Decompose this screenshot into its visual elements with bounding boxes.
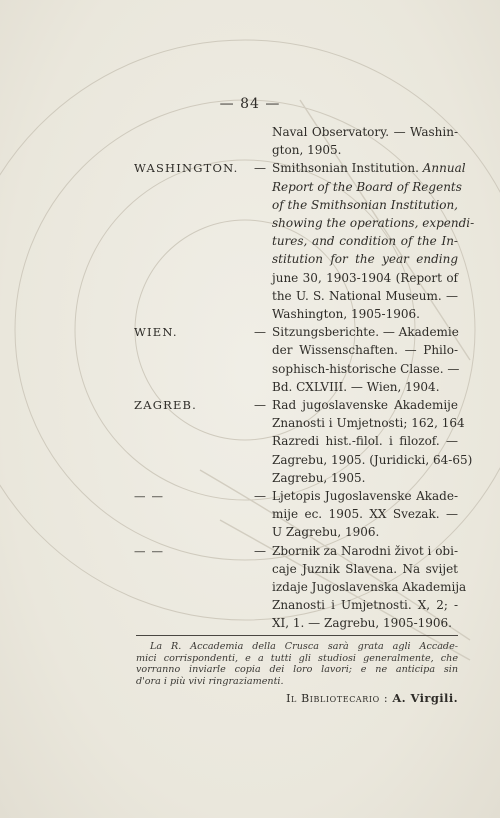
entry-line: der Wissenschaften. — Philo- (272, 343, 458, 358)
entry-line: gton, 1905. (272, 143, 342, 158)
entry-line: Washington, 1905-1906. (272, 307, 420, 322)
entry-line: stitution for the year ending (272, 252, 458, 267)
entry-description (272, 396, 473, 487)
entry-line: Razredi hist.-filol. i filozof. — (272, 434, 458, 449)
footnote-line: mici corrispondenti, e a tutti gli studiosi generalmente, che (136, 652, 458, 664)
entry-line: caje Juznik Slavena. Na svijet (272, 561, 458, 576)
entry-line: june 30, 1903-1904 (Report of (272, 270, 458, 285)
entry-line: showing the operations, expendi- (272, 216, 475, 230)
entry-description (272, 487, 458, 542)
entry-city: ZAGREB. (134, 398, 198, 412)
entry-city: WASHINGTON. (134, 161, 239, 176)
entry-line: of the Smithsonian Institution, (272, 197, 458, 212)
entry-description (272, 159, 475, 323)
entry-description (272, 123, 458, 159)
footnote (136, 641, 458, 687)
entry-line: XI, 1. — Zagrebu, 1905-1906. (272, 616, 452, 631)
entry-line: U Zagrebu, 1906. (272, 525, 380, 540)
italic-word: Annual (422, 161, 466, 176)
entry-line: Sitzungsberichte. — Akademie (272, 325, 459, 340)
entry-dash: — (254, 398, 266, 412)
footnote-line: vorranno inviarle copia dei loro lavori; e ne anticipa sin (136, 664, 458, 676)
entry-line: Bd. CXLVIII. — Wien, 1904. (272, 379, 440, 394)
entry-description (272, 542, 467, 633)
entry-line: Zbornik za Narodni život i obi- (272, 543, 458, 558)
entry-line: Zagrebu, 1905. (272, 470, 366, 485)
entry-city: WIEN. (134, 325, 178, 340)
entry-line: Naval Observatory. — Washin- (272, 125, 458, 139)
entry-line: tures, and condition of the In- (272, 234, 458, 249)
entry-line: Ljetopis Jugoslavenske Akade- (272, 489, 458, 503)
footnote-line: d'ora i più vivi ringraziamenti. (136, 675, 284, 687)
entry-line: the U. S. National Museum. — (272, 288, 458, 303)
entry-dash: — (254, 543, 266, 558)
footnote-line: La R. Accademia della Crusca sarà grata agli Accade- (150, 641, 458, 652)
entry-dash: — (254, 489, 266, 503)
entry-dash: — (254, 325, 266, 340)
footnote-rule (136, 635, 458, 636)
entry-line: Rad jugoslavenske Akademije (272, 398, 458, 412)
entry-line: Smithsonian Institution. Annual (272, 161, 466, 176)
entry-line: sophisch-historische Classe. — (272, 361, 460, 376)
entry-line: izdaje Jugoslavenska Akademija (272, 580, 467, 594)
entry-description (272, 323, 458, 396)
entry-city: — — (134, 489, 165, 503)
page-number: — 84 — (219, 96, 281, 112)
entry-city: — — (134, 543, 165, 558)
entry-line: Zagrebu, 1905. (Juridicki, 64-65) (272, 452, 473, 467)
entry-line: Znanosti i Umjetnosti. X, 2; - (272, 598, 458, 613)
librarian-signature (0, 691, 458, 705)
signature-role: Il Bibliotecario : (286, 692, 389, 705)
signature-name: A. Virgili. (392, 691, 458, 705)
entry-dash: — (254, 161, 266, 176)
entry-line: Znanosti i Umjetnosti; 162, 164 (272, 416, 465, 431)
entry-line: mije ec. 1905. XX Svezak. — (272, 507, 458, 522)
entry-line: Report of the Board of Regents (272, 179, 462, 194)
